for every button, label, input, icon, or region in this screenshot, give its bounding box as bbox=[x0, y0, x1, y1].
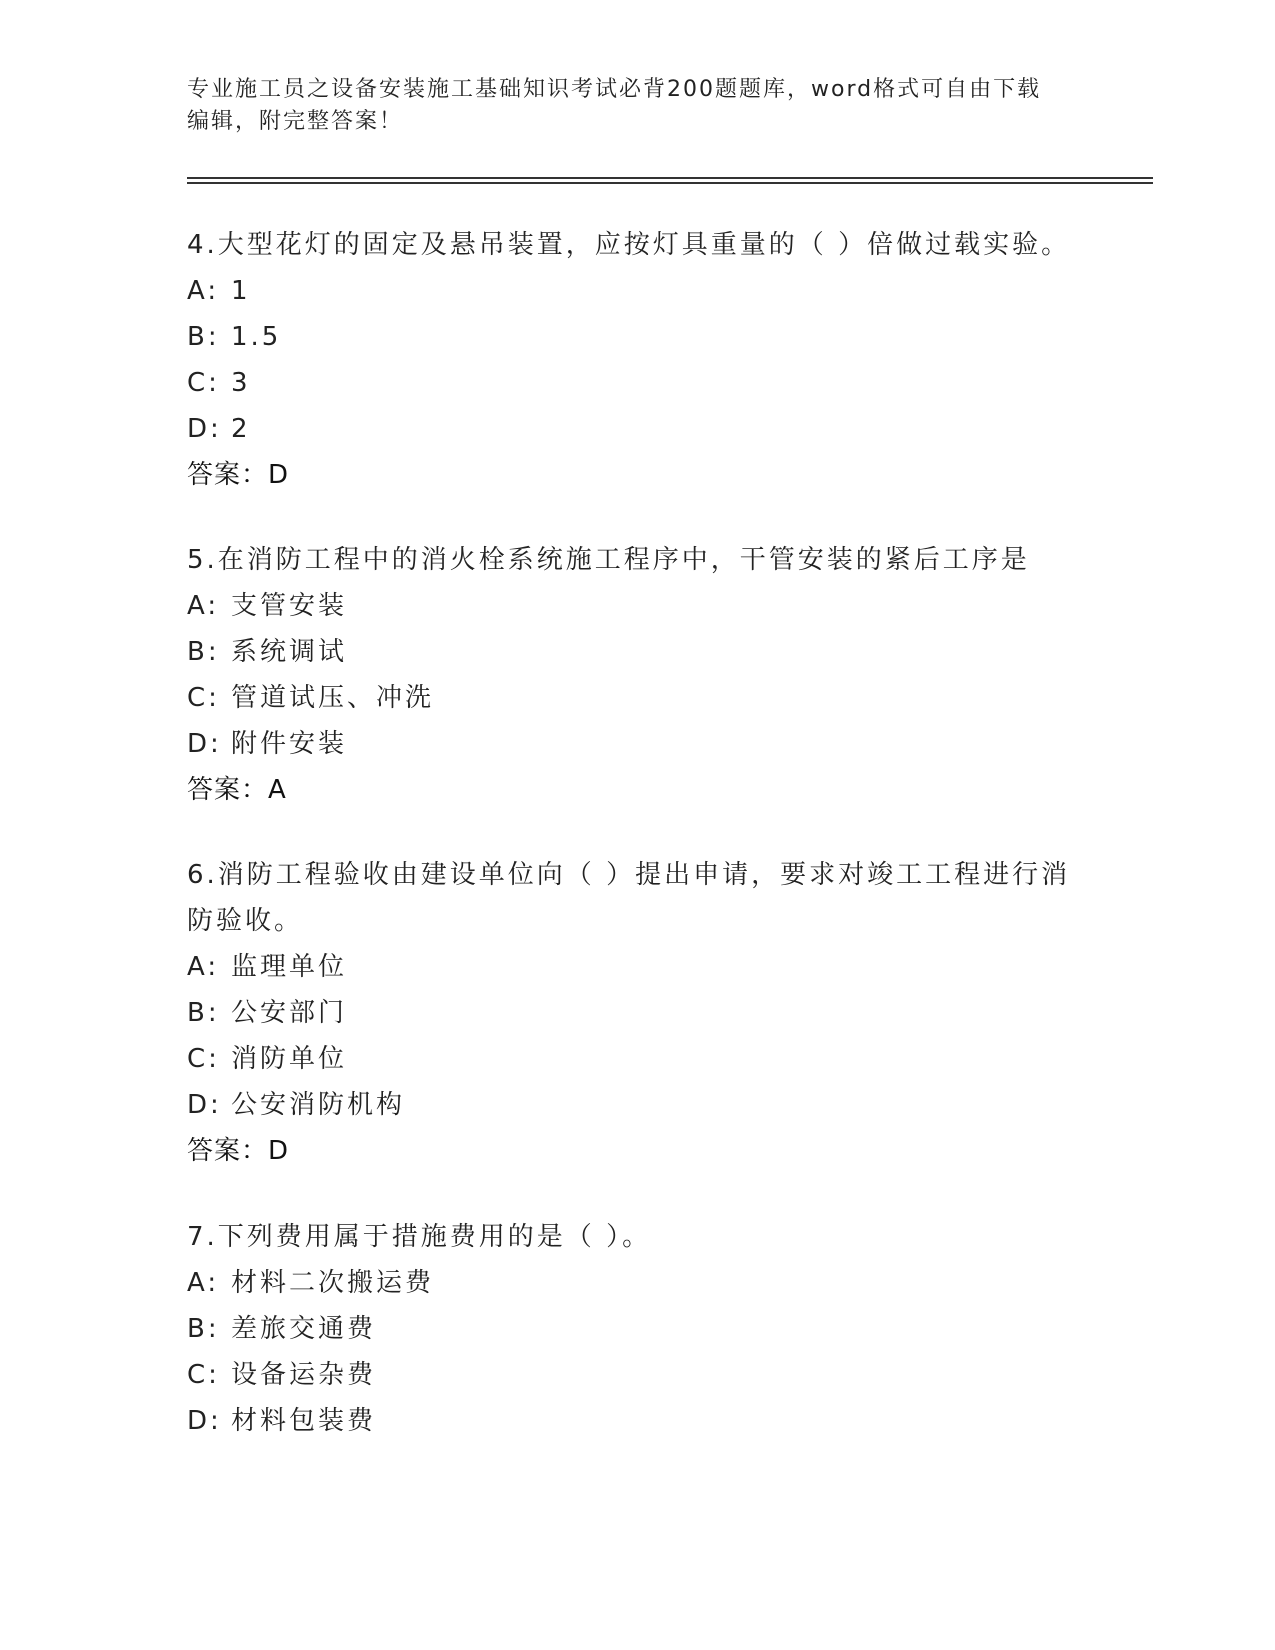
question-7 bbox=[187, 1214, 1087, 1444]
option-text: 1 bbox=[231, 276, 251, 306]
option-d bbox=[187, 1082, 1087, 1128]
option-d bbox=[187, 406, 1087, 452]
option-text: 1.5 bbox=[231, 322, 282, 352]
option-key: A: bbox=[187, 591, 220, 621]
question-4 bbox=[187, 222, 1087, 498]
option-key: C: bbox=[187, 368, 220, 398]
document-header bbox=[187, 74, 1067, 138]
option-key: A: bbox=[187, 1268, 220, 1298]
option-text: 材料二次搬运费 bbox=[231, 1268, 435, 1298]
option-text: 差旅交通费 bbox=[231, 1314, 377, 1344]
option-d bbox=[187, 721, 1087, 767]
question-5 bbox=[187, 537, 1087, 813]
option-a bbox=[187, 944, 1087, 990]
option-key: B: bbox=[187, 1314, 220, 1344]
option-d bbox=[187, 1398, 1087, 1444]
option-text: 3 bbox=[231, 368, 251, 398]
option-key: D: bbox=[187, 729, 222, 759]
question-stem-line-2: 防验收。 bbox=[187, 906, 304, 936]
option-text: 监理单位 bbox=[231, 952, 348, 982]
answer: 答案：A bbox=[187, 775, 287, 805]
option-text: 系统调试 bbox=[231, 637, 348, 667]
question-stem: 4.大型花灯的固定及悬吊装置，应按灯具重量的（ ）倍做过载实验。 bbox=[187, 230, 1071, 260]
question-6 bbox=[187, 852, 1087, 1174]
option-b bbox=[187, 629, 1087, 675]
option-c bbox=[187, 1352, 1087, 1398]
answer: 答案：D bbox=[187, 1136, 290, 1166]
option-a bbox=[187, 583, 1087, 629]
answer: 答案：D bbox=[187, 460, 290, 490]
option-key: B: bbox=[187, 637, 220, 667]
option-text: 2 bbox=[231, 414, 251, 444]
header-divider-top bbox=[187, 177, 1153, 179]
option-key: A: bbox=[187, 952, 220, 982]
option-text: 公安部门 bbox=[231, 998, 348, 1028]
option-key: B: bbox=[187, 322, 220, 352]
option-key: B: bbox=[187, 998, 220, 1028]
question-stem: 7.下列费用属于措施费用的是（ ）。 bbox=[187, 1222, 652, 1252]
option-a bbox=[187, 268, 1087, 314]
option-key: C: bbox=[187, 1044, 220, 1074]
option-key: C: bbox=[187, 683, 220, 713]
header-title-line-1: 专业施工员之设备安装施工基础知识考试必背200题题库，word格式可自由下载 bbox=[187, 77, 1042, 102]
option-key: A: bbox=[187, 276, 220, 306]
option-a bbox=[187, 1260, 1087, 1306]
option-text: 消防单位 bbox=[231, 1044, 348, 1074]
option-text: 支管安装 bbox=[231, 591, 348, 621]
option-b bbox=[187, 1306, 1087, 1352]
option-key: D: bbox=[187, 414, 222, 444]
option-text: 管道试压、冲洗 bbox=[231, 683, 435, 713]
option-c bbox=[187, 1036, 1087, 1082]
option-c bbox=[187, 675, 1087, 721]
option-text: 附件安装 bbox=[231, 729, 348, 759]
option-key: C: bbox=[187, 1360, 220, 1390]
option-text: 材料包装费 bbox=[231, 1406, 377, 1436]
option-text: 设备运杂费 bbox=[231, 1360, 377, 1390]
header-title-line-2: 编辑，附完整答案！ bbox=[187, 109, 404, 134]
option-c bbox=[187, 360, 1087, 406]
option-b bbox=[187, 990, 1087, 1036]
option-key: D: bbox=[187, 1090, 222, 1120]
option-text: 公安消防机构 bbox=[231, 1090, 406, 1120]
header-divider-bottom bbox=[187, 182, 1153, 184]
option-key: D: bbox=[187, 1406, 222, 1436]
option-b bbox=[187, 314, 1087, 360]
question-stem-line-1: 6.消防工程验收由建设单位向（ ）提出申请，要求对竣工工程进行消 bbox=[187, 860, 1071, 890]
question-stem: 5.在消防工程中的消火栓系统施工程序中，干管安装的紧后工序是 bbox=[187, 545, 1030, 575]
